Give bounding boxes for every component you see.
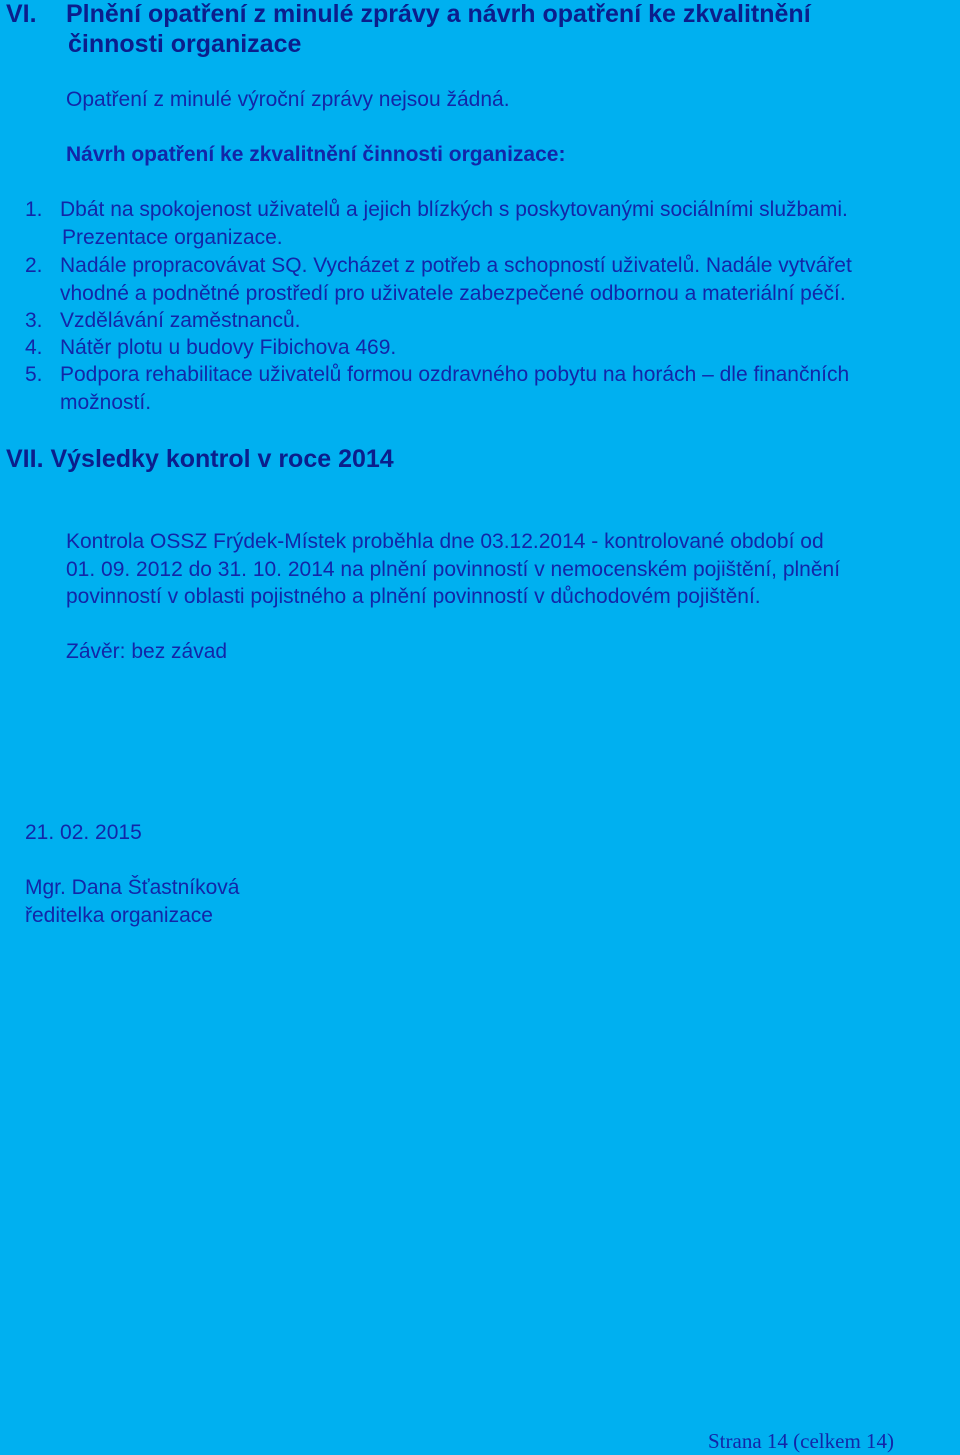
list-item-text: vhodné a podnětné prostředí pro uživatele zabezpečené odbornou a materiální péčí. [60, 282, 846, 305]
conclusion-text: Závěr: bez závad [66, 640, 228, 663]
list-item-text: možností. [60, 391, 152, 414]
signature-role: ředitelka organizace [25, 904, 213, 927]
section-6-number: VI. [6, 0, 37, 28]
control-text-line: 01. 09. 2012 do 31. 10. 2014 na plnění povinností v nemocenském pojištění, plnění [66, 558, 841, 581]
signature-name: Mgr. Dana Šťastníková [25, 876, 240, 899]
list-item-text: Vzdělávání zaměstnanců. [60, 309, 301, 332]
section-6-title-line2: činnosti organizace [68, 30, 302, 58]
list-item-text: Dbát na spokojenost uživatelů a jejich blízkých s poskytovanými sociálními službami. [60, 198, 848, 221]
section-7-title: VII. Výsledky kontrol v roce 2014 [6, 445, 394, 473]
previous-measures-text: Opatření z minulé výroční zprávy nejsou žádná. [66, 88, 510, 111]
control-text-line: Kontrola OSSZ Frýdek-Místek proběhla dne 03.12.2014 - kontrolované období od [66, 530, 824, 553]
signature-date: 21. 02. 2015 [25, 821, 142, 844]
proposal-heading: Návrh opatření ke zkvalitnění činnosti organizace: [66, 143, 566, 166]
page-number: Strana 14 (celkem 14) [708, 1429, 895, 1453]
list-item-number: 4. [25, 336, 43, 359]
list-item-text: Nadále propracovávat SQ. Vycházet z potřeb a schopností uživatelů. Nadále vytvářet [60, 254, 852, 277]
list-item-text: Nátěr plotu u budovy Fibichova 469. [60, 336, 397, 359]
list-item-number: 3. [25, 309, 43, 332]
control-text-line: povinností v oblasti pojistného a plnění povinností v důchodovém pojištění. [66, 585, 761, 608]
list-item-text: Podpora rehabilitace uživatelů formou ozdravného pobytu na horách – dle finančních [60, 363, 850, 386]
section-6-title-line1: Plnění opatření z minulé zprávy a návrh opatření ke zkvalitnění [66, 0, 811, 28]
list-item-number: 5. [25, 363, 43, 386]
list-item-number: 1. [25, 198, 43, 221]
list-item-number: 2. [25, 254, 43, 277]
list-item-text: Prezentace organizace. [62, 226, 283, 249]
